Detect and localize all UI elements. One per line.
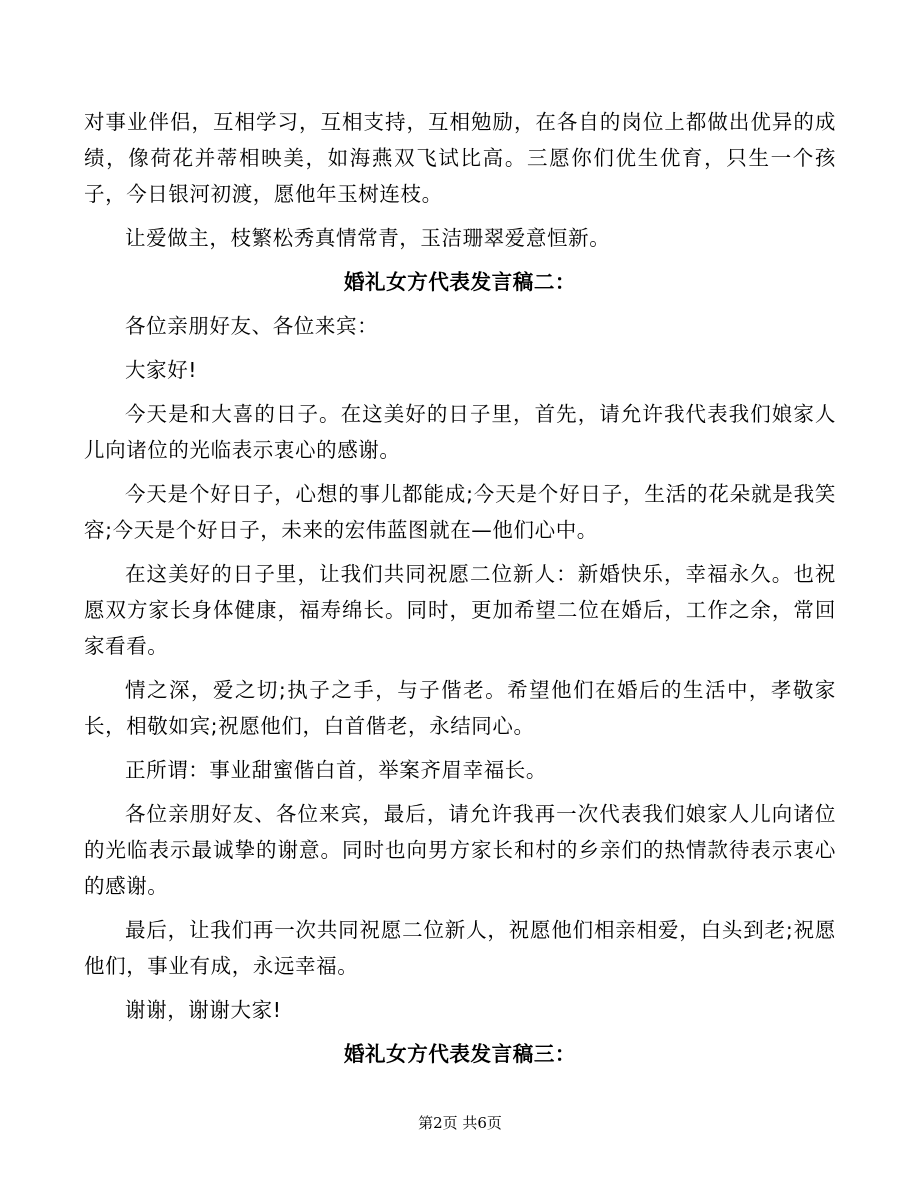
paragraph: 各位亲朋好友、各位来宾，最后，请允许我再一次代表我们娘家人儿向诸位的光临表示最诚挚的谢意。同时也向男方家长和村的乡亲们的热情款待表示衷心的感谢。 — [84, 802, 836, 898]
paragraph: 今天是和大喜的日子。在这美好的日子里，首先，请允许我代表我们娘家人儿向诸位的光临表示衷心的感谢。 — [84, 402, 836, 462]
paragraph: 对事业伴侣，互相学习，互相支持，互相勉励，在各自的岗位上都做出优异的成绩，像荷花并蒂相映美，如海燕双飞试比高。三愿你们优生优育，只生一个孩子，今日银河初渡，愿他年玉树连枝。 — [84, 110, 836, 206]
paragraph: 最后，让我们再一次共同祝愿二位新人，祝愿他们相亲相爱，白头到老;祝愿他们，事业有成，永远幸福。 — [84, 918, 836, 978]
page-number: 第2页 共6页 — [418, 1114, 502, 1132]
paragraph: 在这美好的日子里，让我们共同祝愿二位新人：新婚快乐，幸福永久。也祝愿双方家长身体健康，福寿绵长。同时，更加希望二位在婚后，工作之余，常回家看看。 — [84, 562, 836, 658]
document-body — [84, 104, 836, 1080]
paragraph: 让爱做主，枝繁松秀真情常青，玉洁珊翠爱意恒新。 — [125, 226, 611, 250]
section-heading: 婚礼女方代表发言稿三： — [343, 1042, 577, 1066]
paragraph: 今天是个好日子，心想的事儿都能成;今天是个好日子，生活的花朵就是我笑容;今天是个好日子，未来的宏伟蓝图就在—他们心中。 — [84, 482, 836, 542]
paragraph: 情之深，爱之切;执子之手，与子偕老。希望他们在婚后的生活中，孝敬家长，相敬如宾;祝愿他们，白首偕老，永结同心。 — [84, 678, 836, 738]
paragraph: 各位亲朋好友、各位来宾： — [125, 314, 379, 338]
section-heading: 婚礼女方代表发言稿二： — [343, 270, 577, 294]
paragraph: 正所谓：事业甜蜜偕白首，举案齐眉幸福长。 — [125, 758, 547, 782]
paragraph: 大家好! — [125, 358, 198, 382]
paragraph: 谢谢，谢谢大家! — [125, 998, 282, 1022]
